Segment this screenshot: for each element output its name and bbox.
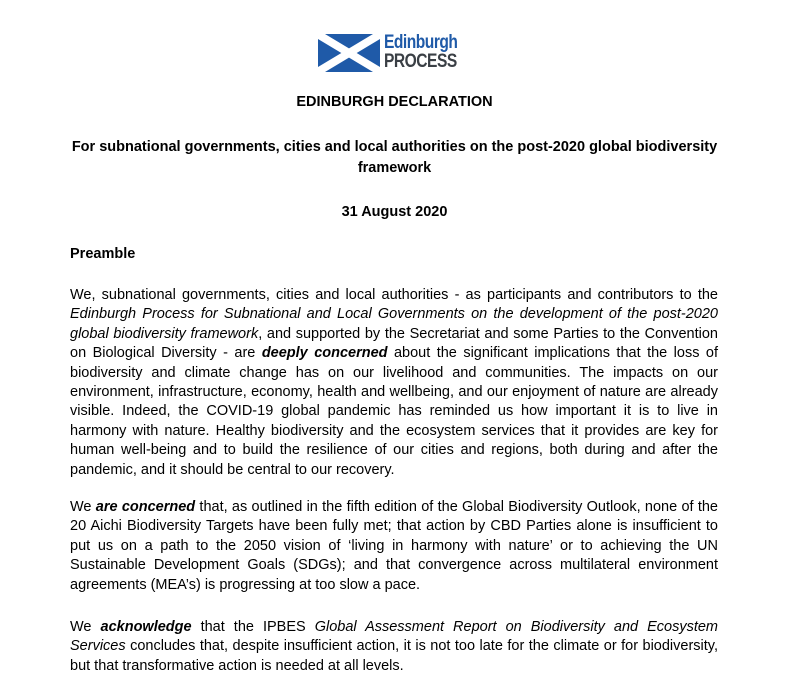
- text-span: that the IPBES: [191, 619, 315, 635]
- text-span: concludes that, despite insufficient action, it is not too late for the climate or for biodiversity, but that transformative action is needed at all levels.: [70, 638, 718, 674]
- logo-line-process: PROCESS: [384, 51, 457, 72]
- text-span: We: [70, 499, 96, 515]
- emphasis-phrase: deeply concerned: [261, 345, 388, 362]
- logo-wordmark: [384, 33, 457, 71]
- text-span: We, subnational governments, cities and local authorities - as participants and contributors to the: [70, 287, 718, 303]
- preamble-paragraph-1: [70, 286, 718, 480]
- preamble-paragraph-3: [70, 618, 718, 676]
- text-span: We: [70, 619, 101, 635]
- text-span: , and supported by the Secretariat and some Parties to the Convention on Biological Diversity - are: [70, 325, 718, 362]
- logo-line-edinburgh: Edinburgh: [384, 32, 458, 53]
- italic-reference: Edinburgh Process for Subnational and Local Governments on the development of the post-2020 global biodiversity framework: [70, 306, 718, 342]
- preamble-paragraph-2: [70, 498, 718, 595]
- emphasis-phrase: acknowledge: [100, 619, 192, 635]
- document-subtitle: For subnational governments, cities and local authorities on the post-2020 global biodiversity framework: [71, 139, 718, 176]
- text-span: about the significant implications that the loss of biodiversity and climate change has on our livelihood and communities. The impacts on our environment, infrastructure, economy, health and wellbeing, and our enjoyment of nature are already visible. Indeed, the COVID-19 global pandemic has reminded us how important it is to live in harmony with nature. Healthy biodiversity and the ecosystem services that it provides are key for human well-being and to build the resilience of our cities and regions, both during and after the pandemic, and it should be central to our recovery.: [70, 345, 718, 478]
- text-span: that, as outlined in the fifth edition of the Global Biodiversity Outlook, none of the 20 Aichi Biodiversity Targets have been fully met; that action by CBD Parties alone is insufficient to put us on a path to the 2050 vision of ‘living in harmony with nature’ or to achieving the UN Sustainable Development Goals (SDGs); and that convergence across multilateral environment agreements (MEA’s) is progressing at too slow a pace.: [70, 499, 718, 593]
- emphasis-phrase: are concerned: [95, 499, 196, 515]
- edinburgh-process-logo: [318, 34, 478, 74]
- section-heading-preamble: Preamble: [70, 246, 136, 262]
- saltire-flag-icon: [318, 34, 380, 72]
- italic-reference: Global Assessment Report on Biodiversity and Ecosystem Services: [70, 619, 718, 655]
- document-date: 31 August 2020: [341, 204, 448, 220]
- document-title: EDINBURGH DECLARATION: [296, 94, 493, 110]
